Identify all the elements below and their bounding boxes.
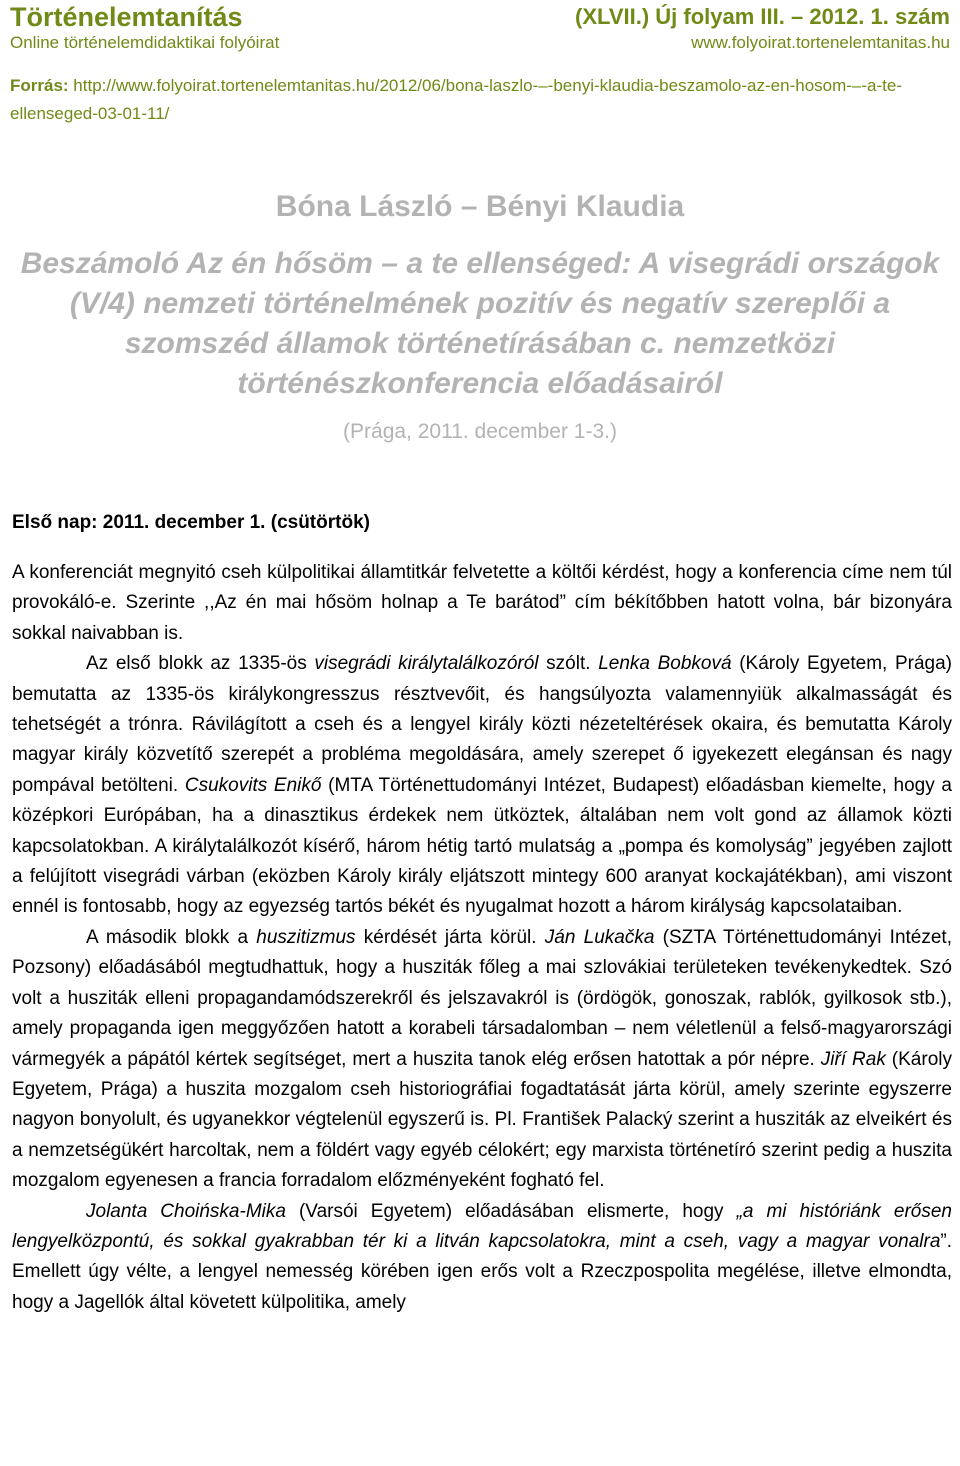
- text-run: kérdését járta körül.: [355, 926, 545, 948]
- text-run: (Varsói Egyetem) előadásában elismerte, hogy: [285, 1200, 737, 1222]
- source-line: [10, 72, 950, 128]
- journal-branding: [10, 0, 279, 52]
- issue-number: (XLVII.) Új folyam III. – 2012. 1. szám: [575, 4, 950, 29]
- article-body: [12, 558, 952, 1318]
- paragraph-3: [12, 923, 952, 1197]
- day-heading: Első nap: 2011. december 1. (csütörtök): [12, 512, 370, 533]
- site-link[interactable]: www.folyoirat.tortenelemtanitas.hu: [691, 33, 950, 52]
- paragraph-1: A konferenciát megnyitó cseh külpolitikai államtitkár felvetette a költői kérdést, hogy a konferencia címe nem túl provokáló-e. Szerinte ,,Az én mai hősöm holnap a Te barátod” cím békítőbben hatott volna, bár bizonyára sokkal naivabban is.: [12, 562, 952, 644]
- quote-text: „a mi históriánk erősen lengyelközpontú, és sokkal gyakrabban tér ki a litván kapcsolatokra, mint a cseh, vagy a magyar vonalra: [12, 1200, 952, 1252]
- issue-info: [575, 0, 950, 52]
- text-run: (Károly Egyetem, Prága) bemutatta az 1335-ös királykongresszus résztvevőit, és hangsúlyozta valamennyiük alkalmasságát és tehetségét a trónra. Rávilágított a cseh és a lengyel király közti nézeteltérések okaira, és bemutatta Károly magyar király közvetítő szerepét a probléma megoldására, amely szerepet ő igyekezett elegánsan és nagy pompával betölteni.: [12, 653, 952, 796]
- source-label: Forrás:: [10, 76, 69, 95]
- journal-header: [10, 0, 950, 60]
- article-title: Beszámoló Az én hősöm – a te ellenséged: A visegrádi országok (V/4) nemzeti történelmének pozitív és negatív szereplői a szomszéd államok történetírásában c. nemzetközi történészkonferencia előadásairól: [20, 247, 940, 400]
- speaker-name: Ján Lukačka: [544, 926, 655, 948]
- speaker-name: Lenka Bobková: [598, 653, 732, 675]
- speaker-name: Jiří Rak: [820, 1048, 886, 1070]
- journal-title: Történelemtanítás: [10, 2, 243, 32]
- text-run: Az első blokk az 1335-ös: [86, 653, 315, 675]
- text-run: (MTA Történettudományi Intézet, Budapest) előadásban kiemelte, hogy a középkori Európában, ha a dinasztikus érdekek nem ütköztek, általában nem volt gond az államok közti kapcsolatokban. A királytalálkozót kísérő, három hétig tartó mulatság a „pompa és komolyság” jegyében zajlott a felújított visegrádi várban (eközben Károly király eljátszott mintegy 600 aranyat kockajátékban), ami viszont ennél is fontosabb, hogy az egyezség tartós békét és nyugalmat hozott a három királyság kapcsolataiban.: [12, 774, 952, 918]
- text-run: (Károly Egyetem, Prága) a huszita mozgalom cseh historiográfiai fogadtatását járta körül, amely szerinte egyszerre nagyon bonyolult, és ugyanekkor végtelenül egyszerű is. Pl. František Palacký szerint a husziták az elveikért és a nemzetségükért harcoltak, nem a földért vagy egyéb célokért; egy marxista történetíró szerint pedig a huszita mozgalom egyenesen a francia forradalom előzményeként fogható fel.: [12, 1048, 952, 1192]
- speaker-name: Jolanta Choińska-Mika: [86, 1200, 286, 1222]
- paragraph-4: [12, 1197, 952, 1319]
- text-run: ”. Emellett úgy vélte, a lengyel nemesség körében igen erős volt a Rzeczpospolita megélése, illetve elmondta, hogy a Jagellók által követett külpolitika, amely: [12, 1230, 952, 1313]
- text-run: (SZTA Történettudományi Intézet, Pozsony) előadásából megtudhattuk, hogy a husziták főleg a mai szlovákiai területeken tevékenykedtek. Szó volt a husziták elleni propagandamódszerekről és jelszavakról is (ördögök, gonoszak, rablók, gyilkosok stb.), amely propaganda igen meggyőzően hatott a korabeli társadalomban – nem véletlenül a felső-magyarországi vármegyék a pápától kértek segítséget, mert a huszita tanok elég erősen hatottak a pór népre.: [12, 926, 952, 1070]
- text-run: szólt.: [538, 653, 599, 675]
- text-run: A második blokk a: [86, 926, 257, 948]
- article-authors: Bóna László – Bényi Klaudia: [275, 190, 685, 223]
- journal-subtitle: Online történelemdidaktikai folyóirat: [10, 33, 280, 52]
- source-url[interactable]: http://www.folyoirat.tortenelemtanitas.hu/2012/06/bona-laszlo-–-benyi-klaudia-beszamolo-az-en-hosom-–-a-te-ellenseged-03-01-11/: [10, 76, 902, 123]
- emphasis-text: huszitizmus: [256, 926, 356, 948]
- paragraph-2: [12, 649, 952, 923]
- article-dateline: (Prága, 2011. december 1-3.): [343, 420, 617, 443]
- speaker-name: Csukovits Enikő: [184, 774, 322, 796]
- emphasis-text: visegrádi királytalálkozóról: [314, 653, 539, 675]
